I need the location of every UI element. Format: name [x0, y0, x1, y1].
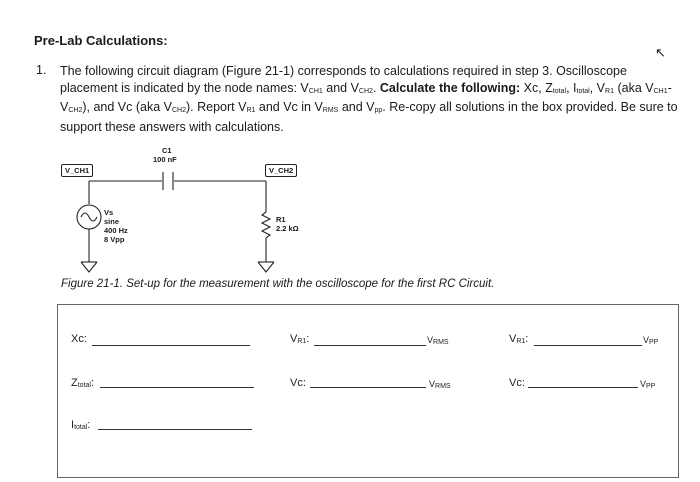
node-label-ch2: V_CH2 [265, 164, 297, 177]
capacitor-name: C1 [162, 146, 172, 155]
xc-label: Xc: [71, 333, 87, 345]
vr1-rms-input-line[interactable] [314, 345, 426, 346]
page-heading: Pre-Lab Calculations: [34, 33, 168, 48]
source-type: sine [104, 217, 120, 226]
ztotal-label: $Z_{total}$: [71, 377, 95, 389]
vr1-rms-unit: $V_{RMS}$ [427, 335, 449, 346]
ground-right-icon [258, 262, 274, 272]
capacitor-value: 100 nF [153, 155, 177, 164]
source-amplitude: 8 Vpp [104, 235, 125, 244]
vr1-rms-label: $V_{R1}$: [290, 333, 310, 345]
question-bold-lead: Calculate the following: [379, 80, 521, 95]
resistor-icon [262, 212, 270, 238]
resistor-name: R1 [276, 215, 286, 224]
node-label-ch1: V_CH1 [61, 164, 93, 177]
ac-source-wave-icon [81, 213, 97, 221]
vc-rms-unit: $V_{RMS}$ [429, 379, 451, 390]
source-frequency: 400 Hz [104, 226, 128, 235]
itotal-label: $I_{total}$: [71, 419, 91, 431]
vr1-pp-input-line[interactable] [534, 345, 642, 346]
vc-pp-unit: $V_{PP}$ [640, 379, 656, 390]
answer-box [57, 304, 679, 478]
ground-left-icon [81, 262, 97, 272]
vc-rms-label: Vc: [290, 377, 306, 389]
itotal-input-line[interactable] [98, 429, 252, 430]
ztotal-input-line[interactable] [100, 387, 254, 388]
resistor-value: 2.2 kΩ [276, 224, 299, 233]
question-number: 1. [36, 63, 47, 77]
mouse-cursor-icon: ↖ [655, 45, 666, 60]
source-name: Vs [104, 208, 114, 217]
vc-pp-input-line[interactable] [528, 387, 638, 388]
vc-rms-input-line[interactable] [310, 387, 426, 388]
xc-input-line[interactable] [92, 345, 250, 346]
vr1-pp-unit: $V_{PP}$ [643, 335, 659, 346]
figure-caption: Figure 21-1. Set-up for the measurement with the oscilloscope for the first RC Circuit. [61, 278, 495, 290]
question-text: The following circuit diagram (Figure 21-1) corresponds to calculations required in step 3. Oscilloscope placement is indicated by the node names: $V_{CH1}$ and $V_{CH2}$. Calculate the following: Xc, $Z_{total}$, $I_{total}$, $V_{R1}$ (aka $V_{CH1}-V_{CH2}$), and Vc (aka $V_{CH2}$). Report $V_{R1}$ and Vc in $V_{RMS}$ and $V_{pp}$. Re-copy all solutions in the box provided. Be sure to support these answers with calculations. [60, 64, 678, 134]
vc-pp-label: Vc: [509, 377, 525, 389]
vr1-pp-label: $V_{R1}$: [509, 333, 529, 345]
